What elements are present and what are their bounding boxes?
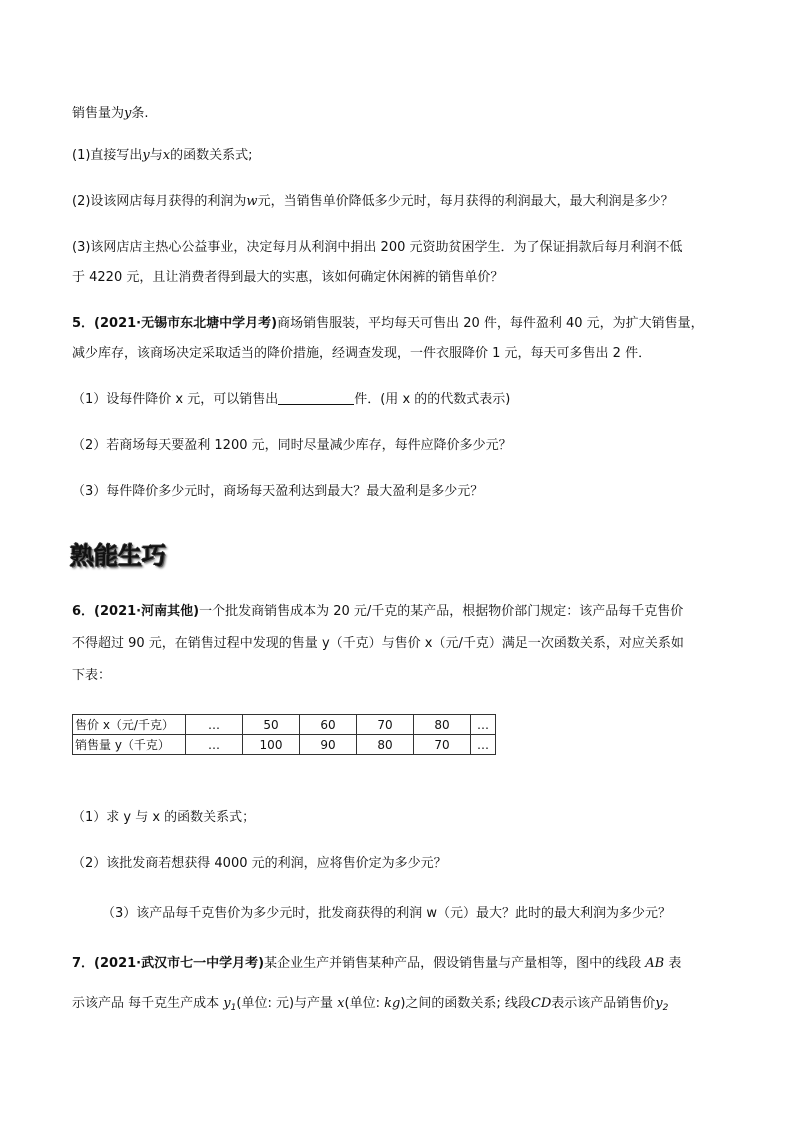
table-cell: 销售量 y（千克）: [73, 735, 186, 755]
price-sales-table: [72, 714, 496, 755]
text-line-5: 于 4220 元，且让消费者得到最大的实惠，该如何确定休闲裤的销售单价？: [72, 270, 504, 285]
text: (单位: 元)与产量: [236, 996, 334, 1011]
text: 表: [668, 956, 682, 971]
text: 销售量为: [72, 106, 125, 121]
table-cell: …: [186, 735, 243, 755]
table-cell: 80: [357, 735, 414, 755]
variable-x: x: [337, 996, 345, 1011]
question-text: 一个批发商销售成本为 20 元/千克的某产品，根据物价部门规定：该产品每千克售价: [199, 604, 684, 619]
subscript: 2: [662, 1003, 669, 1013]
table-cell: 70: [414, 735, 471, 755]
text: 件．(用 x 的的代数式表示): [354, 392, 511, 407]
text: 与: [149, 148, 163, 163]
section-heading: 熟能生巧: [70, 542, 166, 570]
variable-x: x: [162, 148, 171, 163]
unit-kg: kg: [384, 996, 401, 1011]
text: (2)设该网店每月获得的利润为: [72, 194, 247, 209]
question-6-line-3: 下表：: [72, 668, 112, 683]
table-cell: 70: [357, 715, 414, 735]
question-6-part-3: （3）该产品每千克售价为多少元时，批发商获得的利润 w（元）最大？此时的最大利润为多少元？: [102, 906, 672, 921]
text-line-3: [72, 192, 674, 212]
text: 的函数关系式;: [170, 148, 253, 163]
question-number: 7．(2021·武汉市七一中学月考): [72, 956, 265, 971]
question-6-line-2: 不得超过 90 元，在销售过程中发现的售量 y（千克）与售价 x（元/千克）满足一次函数关系，对应关系如: [72, 636, 684, 651]
subscript: 1: [230, 1003, 237, 1013]
variable-w: w: [246, 194, 258, 209]
question-7-line-1: [72, 954, 681, 974]
text-line-1: [72, 104, 149, 124]
question-number: 5．(2021·无锡市东北塘中学月考): [72, 316, 278, 331]
table-cell: 60: [300, 715, 357, 735]
table-cell: 50: [243, 715, 300, 735]
question-text: 某企业生产并销售某种产品，假设销售量与产量相等，图中的线段: [264, 956, 642, 971]
variable-y1: y: [223, 996, 231, 1011]
segment-cd: CD: [530, 996, 552, 1011]
answer-blank: [278, 390, 354, 405]
question-7-line-2: [72, 994, 668, 1018]
table-cell: 售价 x（元/千克）: [73, 715, 186, 735]
text: 条.: [131, 106, 149, 121]
variable-y: y: [124, 106, 132, 121]
table-cell: …: [186, 715, 243, 735]
question-6-part-2: （2）该批发商若想获得 4000 元的利润，应将售价定为多少元？: [72, 856, 447, 871]
text-line-4: (3)该网店店主热心公益事业，决定每月从利润中捐出 200 元资助贫困学生．为了保证捐款后每月利润不低: [72, 240, 683, 255]
question-5-line-2: 减少库存，该商场决定采取适当的降价措施，经调查发现，一件衣服降价 1 元，每天可多售出 2 件．: [72, 346, 652, 361]
variable-y: y: [142, 148, 150, 163]
question-6-part-1: （1）求 y 与 x 的函数关系式；: [72, 810, 256, 825]
question-5-part-2: （2）若商场每天要盈利 1200 元，同时尽量减少库存，每件应降价多少元？: [72, 438, 512, 453]
question-5-part-1: [72, 390, 510, 410]
text: 元，当销售单价降低多少元时，每月获得的利润最大，最大利润是多少？: [257, 194, 674, 209]
question-6-line-1: [72, 602, 683, 622]
text: 示该产品 每千克生产成本: [72, 996, 220, 1011]
text-line-2: [72, 146, 253, 166]
table-cell: …: [471, 735, 496, 755]
text: 表示该产品销售价: [551, 996, 656, 1011]
text: (1)直接写出: [72, 148, 143, 163]
table-row: [73, 735, 496, 755]
table-cell: …: [471, 715, 496, 735]
question-number: 6．(2021·河南其他): [72, 604, 200, 619]
text: (单位:: [344, 996, 385, 1011]
table-cell: 80: [414, 715, 471, 735]
text: （1）设每件降价 x 元，可以销售出: [72, 392, 279, 407]
question-text: 商场销售服装，平均每天可售出 20 件，每件盈利 40 元，为扩大销售量，: [277, 316, 704, 331]
question-5-part-3: （3）每件降价多少元时，商场每天盈利达到最大？最大盈利是多少元？: [72, 484, 484, 499]
text: )之间的函数关系; 线段: [400, 996, 531, 1011]
variable-y2: y: [655, 996, 663, 1011]
table-row: [73, 715, 496, 735]
question-5-line-1: [72, 314, 704, 334]
table-cell: 100: [243, 735, 300, 755]
segment-ab: AB: [645, 956, 665, 971]
table-cell: 90: [300, 735, 357, 755]
